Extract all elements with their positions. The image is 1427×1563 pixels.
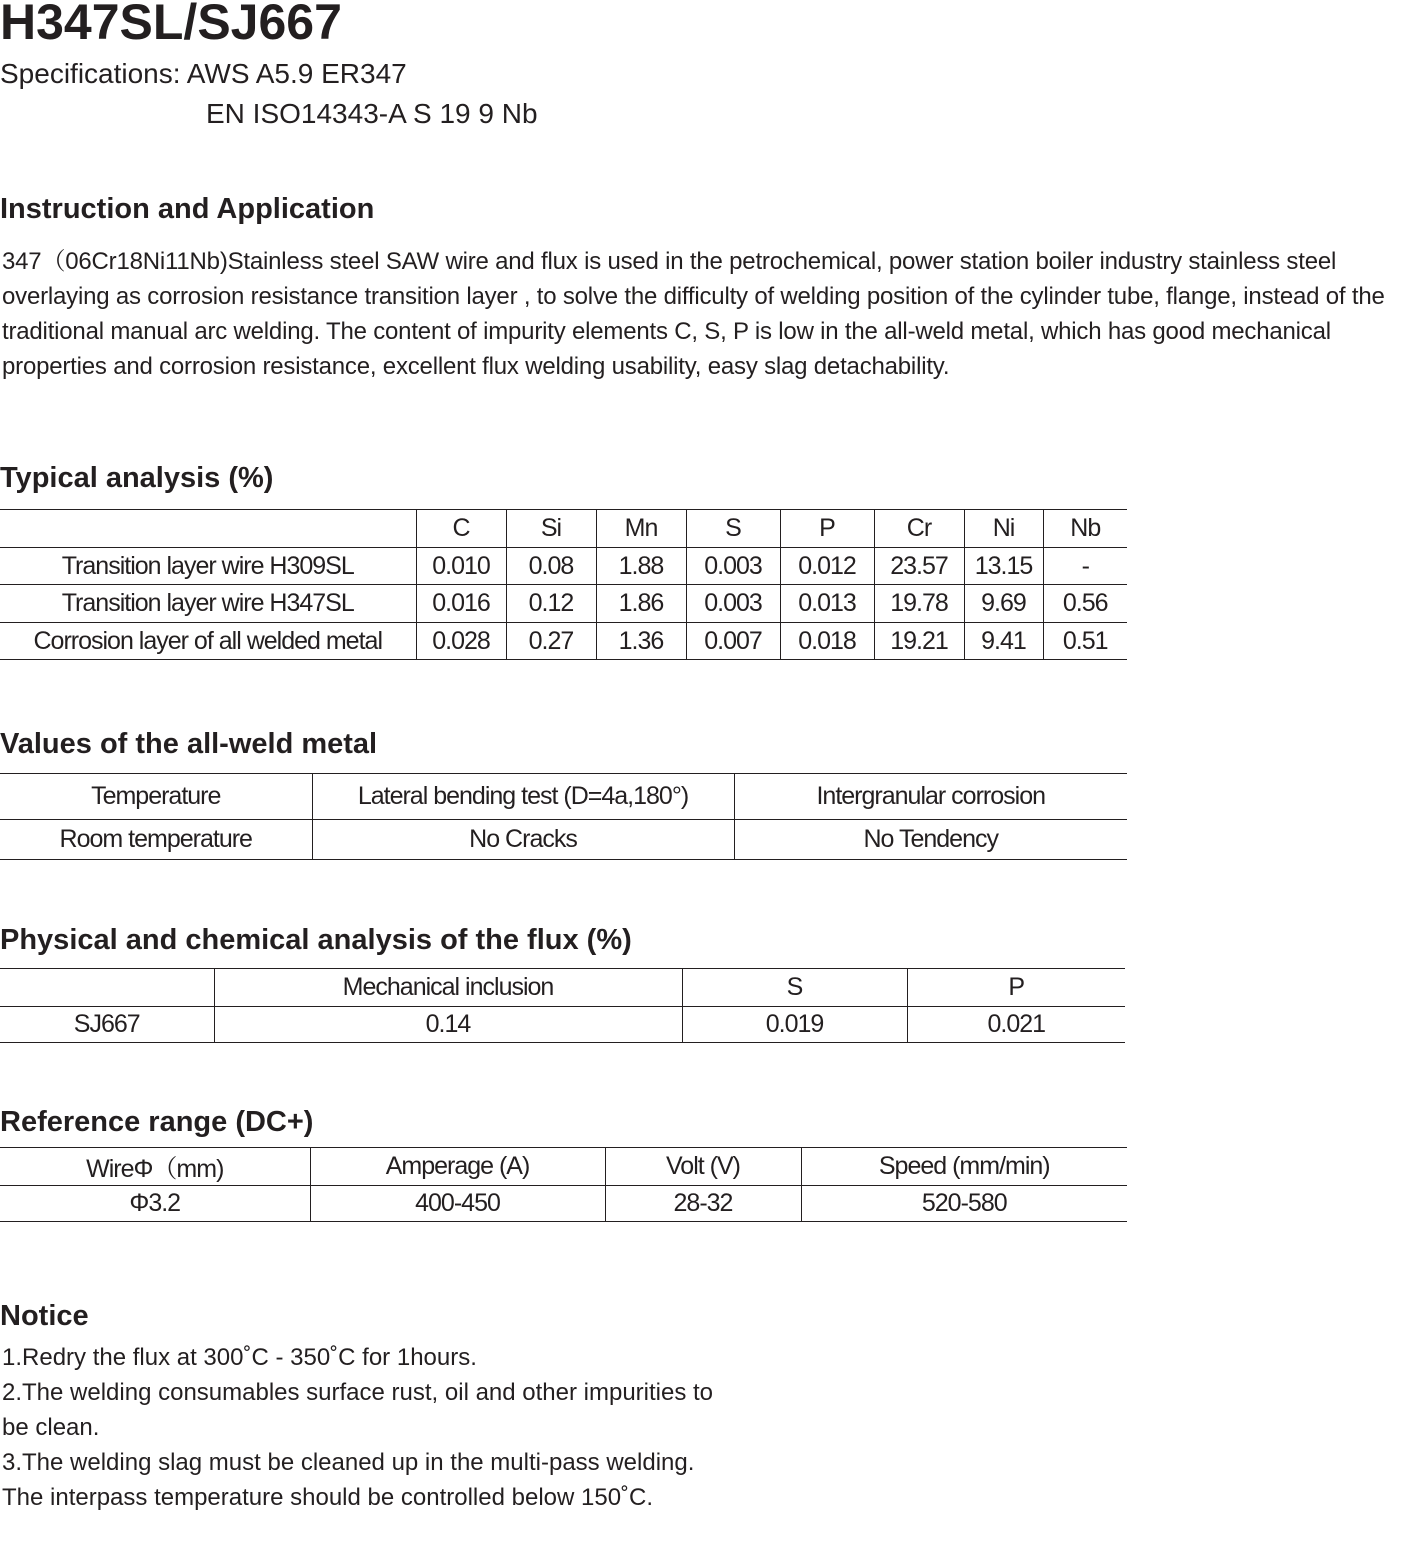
table-cell: 0.51	[1043, 623, 1127, 660]
specification-standard-1: AWS A5.9 ER347	[186, 58, 407, 89]
table-header-row	[0, 1148, 1127, 1186]
table-cell: 1.86	[596, 585, 686, 623]
table-row	[0, 1186, 1127, 1222]
all-weld-values-heading: Values of the all-weld metal	[0, 728, 378, 760]
table-row	[0, 1007, 1125, 1043]
table-header-cell: Mechanical inclusion	[214, 969, 682, 1007]
table-row	[0, 623, 1127, 660]
notice-item: 2.The welding consumables surface rust, oil and other impurities to be clean.	[2, 1379, 714, 1441]
specification-standard-2: EN ISO14343-A S 19 9 Nb	[206, 98, 538, 129]
table-cell: 0.007	[686, 623, 780, 660]
table-cell: 0.016	[416, 585, 506, 623]
table-header-cell: Ni	[964, 510, 1043, 548]
table-row	[0, 820, 1127, 860]
table-header-cell: Cr	[874, 510, 964, 548]
product-title: H347SL/SJ667	[0, 0, 342, 50]
table-header-cell: Mn	[596, 510, 686, 548]
reference-range-heading: Reference range (DC+)	[0, 1106, 314, 1138]
table-cell: 520-580	[801, 1186, 1127, 1222]
table-cell: 23.57	[874, 548, 964, 585]
table-cell: No Tendency	[734, 820, 1127, 860]
table-header-row	[0, 969, 1125, 1007]
notice-item: 3.The welding slag must be cleaned up in the multi-pass welding. The interpass temperature should be controlled below 150˚C.	[2, 1449, 695, 1511]
specifications-label: Specifications:	[0, 58, 181, 89]
table-header-cell	[0, 510, 416, 548]
table-cell: 0.003	[686, 585, 780, 623]
table-cell: 400-450	[310, 1186, 605, 1222]
flux-analysis-heading: Physical and chemical analysis of the flux (%)	[0, 924, 632, 956]
table-cell: -	[1043, 548, 1127, 585]
table-header-cell: P	[780, 510, 874, 548]
table-cell: 0.010	[416, 548, 506, 585]
reference-range-table	[0, 1147, 1127, 1222]
table-cell: Φ3.2	[0, 1186, 310, 1222]
table-cell: 0.019	[682, 1007, 907, 1043]
table-cell: 13.15	[964, 548, 1043, 585]
table-header-cell: Amperage (A)	[310, 1148, 605, 1186]
table-header-cell: Nb	[1043, 510, 1127, 548]
table-header-cell: S	[686, 510, 780, 548]
instruction-text: 347（06Cr18Ni11Nb)Stainless steel SAW wire and flux is used in the petrochemical, power station boiler industry stainless steel overlaying as corrosion resistance transition layer , to solve the difficulty of welding position of the cylinder tube, flange, instead of the traditional manual arc welding. The content of impurity elements C, S, P is low in the all-weld metal, which has good mechanical properties and corrosion resistance, excellent flux welding usability, easy slag detachability.	[2, 248, 1385, 380]
table-cell: 28-32	[605, 1186, 801, 1222]
all-weld-values-table	[0, 773, 1127, 860]
table-cell: 0.018	[780, 623, 874, 660]
table-cell: Transition layer wire H347SL	[0, 585, 416, 623]
table-cell: 19.21	[874, 623, 964, 660]
table-cell: 0.56	[1043, 585, 1127, 623]
table-header-cell: C	[416, 510, 506, 548]
typical-analysis-table	[0, 509, 1127, 660]
table-cell: Room temperature	[0, 820, 312, 860]
notice-heading: Notice	[0, 1300, 89, 1332]
table-cell: 0.08	[506, 548, 596, 585]
typical-analysis-heading: Typical analysis (%)	[0, 462, 274, 494]
table-header-cell: Intergranular corrosion	[734, 774, 1127, 820]
table-cell: 9.41	[964, 623, 1043, 660]
table-cell: 0.021	[907, 1007, 1125, 1043]
table-cell: Corrosion layer of all welded metal	[0, 623, 416, 660]
table-cell: SJ667	[0, 1007, 214, 1043]
table-cell: 0.012	[780, 548, 874, 585]
table-header-cell: S	[682, 969, 907, 1007]
table-cell: 0.14	[214, 1007, 682, 1043]
table-cell: Transition layer wire H309SL	[0, 548, 416, 585]
table-header-cell: P	[907, 969, 1125, 1007]
table-header-cell: Temperature	[0, 774, 312, 820]
table-cell: 0.028	[416, 623, 506, 660]
table-header-cell: Lateral bending test (D=4a,180°)	[312, 774, 734, 820]
table-header-row	[0, 774, 1127, 820]
flux-analysis-table	[0, 968, 1125, 1043]
table-cell: 1.88	[596, 548, 686, 585]
table-cell: 19.78	[874, 585, 964, 623]
table-cell: No Cracks	[312, 820, 734, 860]
table-cell: 9.69	[964, 585, 1043, 623]
table-cell: 0.013	[780, 585, 874, 623]
notice-item: 1.Redry the flux at 300˚C - 350˚C for 1hours.	[2, 1344, 477, 1371]
instruction-heading: Instruction and Application	[0, 193, 375, 225]
table-cell: 0.27	[506, 623, 596, 660]
table-header-row	[0, 510, 1127, 548]
table-header-cell: Volt (V)	[605, 1148, 801, 1186]
table-header-cell: Si	[506, 510, 596, 548]
table-cell: 0.12	[506, 585, 596, 623]
table-cell: 1.36	[596, 623, 686, 660]
notice-list	[2, 1340, 722, 1515]
table-cell: 0.003	[686, 548, 780, 585]
table-row	[0, 585, 1127, 623]
table-header-cell: WireΦ（mm)	[0, 1148, 310, 1186]
specifications	[0, 54, 538, 134]
table-header-cell: Speed (mm/min)	[801, 1148, 1127, 1186]
table-header-cell	[0, 969, 214, 1007]
table-row	[0, 548, 1127, 585]
